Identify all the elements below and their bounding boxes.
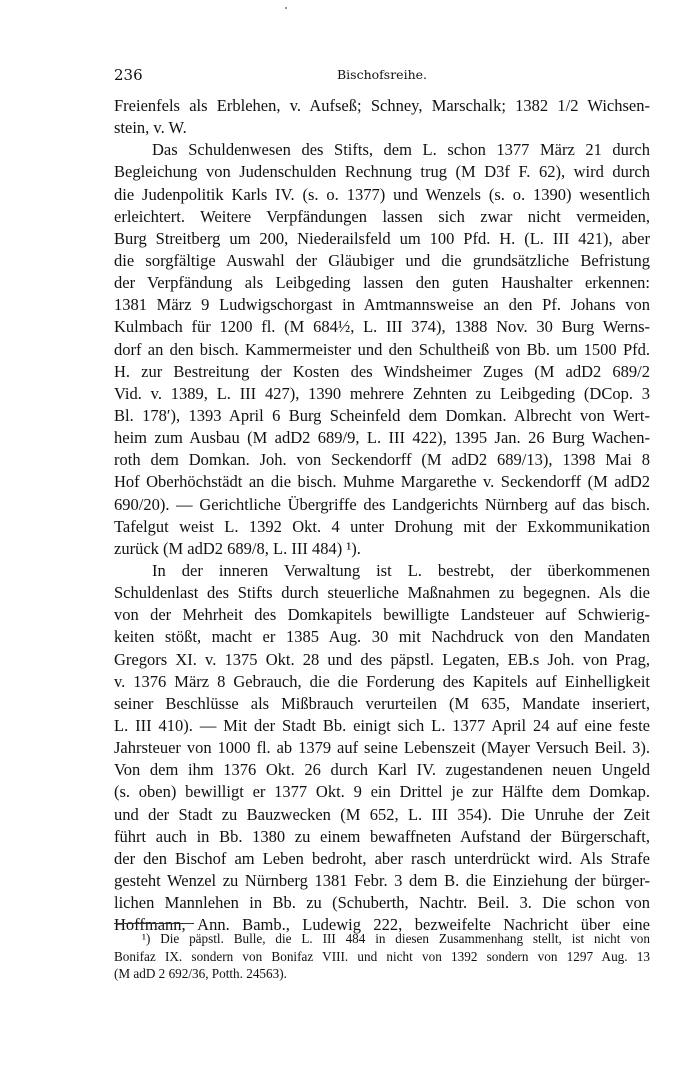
text-line: stein, v. W. <box>114 118 187 138</box>
text-line: zurück (M adD2 689/8, L. III 484) ¹). <box>114 538 361 558</box>
text-line: Das Schuldenwesen des Stifts, dem L. schon 1377 März 21 durch <box>152 140 650 160</box>
footnote <box>114 930 650 983</box>
text-line: erleichtert. Weitere Verpfändungen lassen sich zwar nicht vermeiden, <box>114 206 650 226</box>
text-line: Burg Streitberg um 200, Niederailsfeld um 100 Pfd. H. (L. III 421), aber <box>114 228 650 248</box>
text-line: Hoffmann, Ann. Bamb., Ludewig 222, bezweifelte Nachricht über eine <box>114 915 650 935</box>
text-line: Gregors XI. v. 1375 Okt. 28 und des päpstl. Legaten, EB.s Joh. von Prag, <box>114 649 650 669</box>
text-line: Tafelgut weist L. 1392 Okt. 4 unter Drohung mit der Exkommunikation <box>114 516 650 536</box>
text-line: der den Bischof am Leben bedroht, aber rasch unterdrückt wird. Als Strafe <box>114 848 650 868</box>
text-line: roth dem Domkan. Joh. von Seckendorff (M adD2 689/13), 1398 Mai 8 <box>114 450 650 470</box>
text-line: von der Mehrheit des Domkapitels bewilligte Landsteuer auf Schwierig- <box>114 605 650 625</box>
text-line: Kulmbach für 1200 fl. (M 684½, L. III 374), 1388 Nov. 30 Burg Werns- <box>114 317 650 337</box>
text-line: lichen Mannlehen in Bb. zu (Schuberth, Nachtr. Beil. 3. Die schon von <box>114 893 650 913</box>
text-line: Bl. 178′), 1393 April 6 Burg Scheinfeld dem Domkan. Albrecht von Wert- <box>114 405 650 425</box>
body-text <box>114 95 650 936</box>
text-line: Schuldenlast des Stifts durch steuerliche Maßnahmen zu begegnen. Als die <box>114 583 650 603</box>
footnote-line: Bonifaz IX. sondern von Bonifaz VIII. und nicht von 1392 sondern von 1297 Aug. 13 <box>114 948 650 964</box>
scan-speck <box>285 7 287 9</box>
text-line: seiner Beschlüsse als Mißbrauch verurteilen (M 635, Mandate inseriert, <box>114 693 650 713</box>
text-line: führt auch in Bb. 1380 zu einem bewaffneten Aufstand der Bürgerschaft, <box>114 826 650 846</box>
text-line: Vid. v. 1389, L. III 427), 1390 mehrere Zehnten zu Leibgeding (DCop. 3 <box>114 383 650 403</box>
text-line: L. III 410). — Mit der Stadt Bb. einigt sich L. 1377 April 24 auf eine feste <box>114 715 650 735</box>
text-line: In der inneren Verwaltung ist L. bestrebt, der überkommenen <box>152 560 650 580</box>
text-line: H. zur Bestreitung der Kosten des Windsheimer Zuges (M adD2 689/2 <box>114 361 650 381</box>
text-line: dorf an den bisch. Kammermeister und den Schultheiß von Bb. um 1500 Pfd. <box>114 339 650 359</box>
text-line: Jahrsteuer von 1000 fl. ab 1379 auf seine Lebenszeit (Mayer Versuch Beil. 3). <box>114 738 650 758</box>
page-header <box>114 66 650 86</box>
running-head: Bischofsreihe. <box>336 67 427 82</box>
text-line: der Verpfändung als Leibgeding lassen den guten Haushalter erkennen: <box>114 273 650 293</box>
page-number: 236 <box>114 66 143 84</box>
text-line: die Judenpolitik Karls IV. (s. o. 1377) und Wenzels (s. o. 1390) wesentlich <box>114 184 650 204</box>
footnote-divider <box>114 923 194 924</box>
footnote-line: ¹) Die päpstl. Bulle, die L. III 484 in diesen Zusammenhang stellt, ist nicht von <box>142 931 650 946</box>
text-line: Hof Oberhöchstädt an die bisch. Muhme Margarethe v. Seckendorff (M adD2 <box>114 472 650 492</box>
text-line: heim zum Ausbau (M adD2 689/9, L. III 422), 1395 Jan. 26 Burg Wachen- <box>114 428 650 448</box>
text-line: 690/20). — Gerichtliche Übergriffe des Landgerichts Nürnberg auf das bisch. <box>114 494 650 514</box>
text-line: Begleichung von Judenschulden Rechnung trug (M D3f F. 62), wird durch <box>114 162 650 182</box>
text-line: und der Stadt zu Bauzwecken (M 652, L. III 354). Die Unruhe der Zeit <box>114 804 650 824</box>
text-line: 1381 März 9 Ludwigschorgast in Amtmannsweise an den Pf. Johans von <box>114 295 650 315</box>
text-line: Freienfels als Erblehen, v. Aufseß; Schney, Marschalk; 1382 1/2 Wichsen- <box>114 96 650 115</box>
text-line: die sorgfältige Auswahl der Gläubiger und die grundsätzliche Befristung <box>114 250 650 270</box>
text-line: keiten stößt, macht er 1385 Aug. 30 mit Nachdruck von den Mandaten <box>114 627 650 647</box>
text-line: (s. oben) bewilligt er 1377 Okt. 9 ein Drittel je zur Hälfte dem Domkap. <box>114 782 650 802</box>
footnote-line: (M adD 2 692/36, Potth. 24563). <box>114 966 287 981</box>
text-line: gesteht Wenzel zu Nürnberg 1381 Febr. 3 dem B. die Einziehung der bürger- <box>114 870 650 890</box>
text-line: v. 1376 März 8 Gebrauch, die die Forderung des Kapitels auf Einhelligkeit <box>114 671 650 691</box>
text-line: Von dem ihm 1376 Okt. 26 durch Karl IV. zugestandenen neuen Ungeld <box>114 760 650 780</box>
